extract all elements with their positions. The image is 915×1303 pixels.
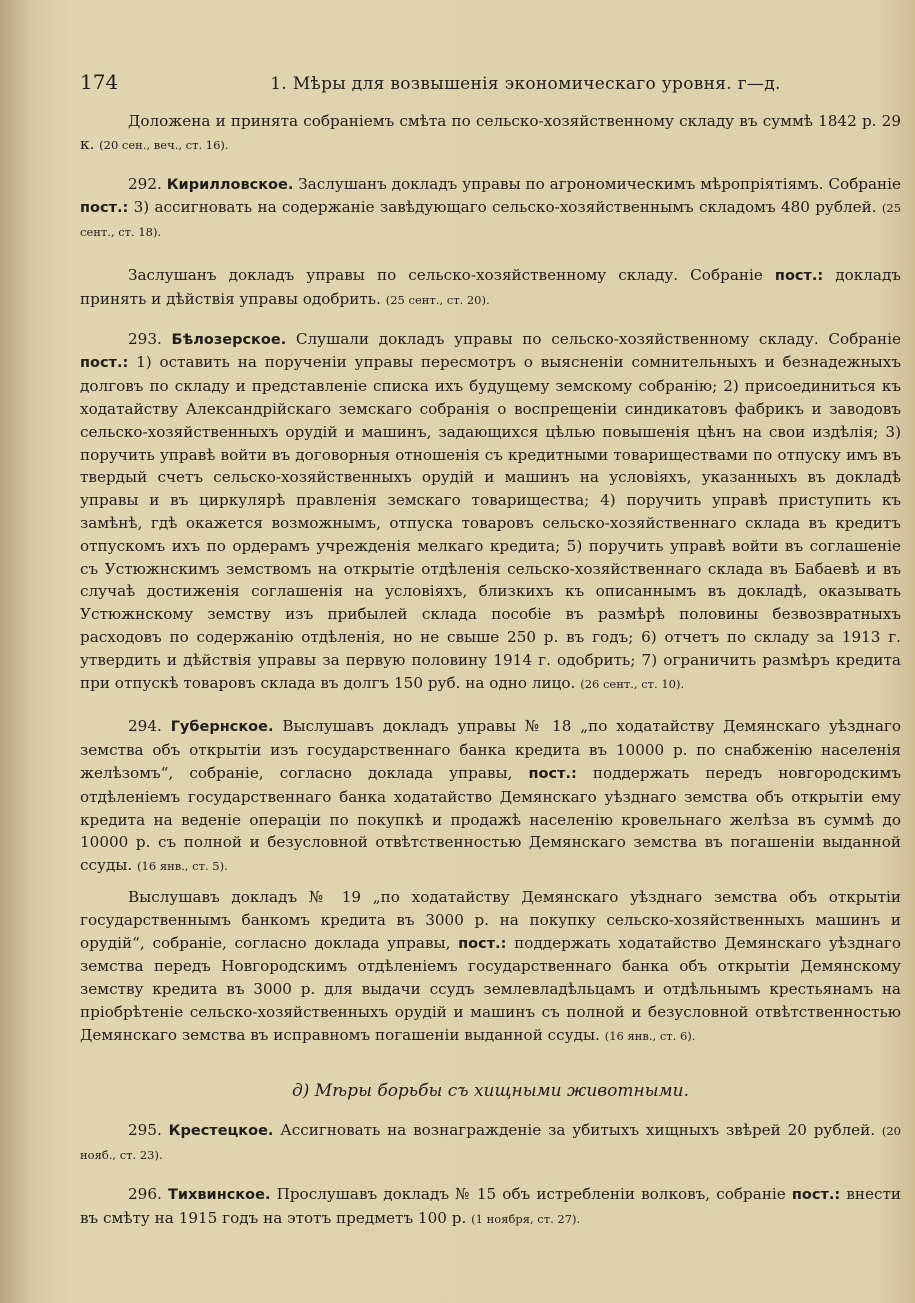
resolution-keyword: пост.: xyxy=(791,1187,841,1204)
paragraph-text: Заслушанъ докладъ управы по сельско-хозяйственному складу. Собраніе xyxy=(128,265,763,284)
entry-292 xyxy=(80,173,901,244)
entry-place: Тихвинское. xyxy=(167,1187,271,1204)
resolution-keyword: пост.: xyxy=(774,267,824,284)
citation: (26 сент., ст. 10). xyxy=(580,676,685,691)
entry-number: 294. xyxy=(128,717,162,736)
paragraph-text: Ассигновать на вознагражденіе за убитыхъ хищныхъ звѣрей 20 рублей. xyxy=(280,1121,876,1140)
citation: (25 сент., ст. 18). xyxy=(80,201,902,240)
page-number: 174 xyxy=(80,70,119,94)
paragraph-text-continued: поддержать передъ новгородскимъ отдѣленіемъ государственнаго банка ходатайство Демянскаго уѣзднаго земства объ открытіи ему кредита на веденіе операціи по покупкѣ и продажѣ населенію кровельнаго желѣза въ суммѣ до 10000 р. съ полной и безусловной отвѣтственностью Демянскаго земства въ погашеніи выданной ссуды. xyxy=(80,763,902,875)
citation: (16 янв., ст. 5). xyxy=(137,859,228,874)
entry-place: Губернское. xyxy=(170,719,274,736)
paragraph-text-continued: докладъ принять и дѣйствія управы одобрить. xyxy=(80,265,902,308)
paragraph-kirillov-sklad xyxy=(80,264,901,312)
resolution-keyword: пост.: xyxy=(528,765,577,782)
paragraph-text: Доложена и принята собраніемъ смѣта по сельско-хозяйственному складу въ суммѣ 1842 р. 29 к. xyxy=(80,112,901,153)
entry-294 xyxy=(80,715,901,878)
citation: (1 ноября, ст. 27). xyxy=(471,1211,581,1226)
paragraph-text-continued: 3) ассигновать на содержаніе завѣдующаго сельско-хозяйственнымъ складомъ 480 рублей. xyxy=(133,198,877,217)
entry-number: 296. xyxy=(128,1185,162,1204)
paragraph-text: Заслушанъ докладъ управы по агрономическимъ мѣропріятіямъ. Собраніе xyxy=(298,174,901,193)
paragraph-text: Прослушавъ докладъ № 15 объ истребленіи волковъ, собраніе xyxy=(276,1185,786,1204)
entry-number: 295. xyxy=(128,1121,162,1140)
entry-number: 292. xyxy=(128,174,162,193)
citation: (25 сент., ст. 20). xyxy=(385,292,490,307)
citation: (20 нояб., ст. 23). xyxy=(80,1124,901,1163)
resolution-keyword: пост.: xyxy=(80,355,129,372)
entry-number: 293. xyxy=(128,329,162,348)
entry-place: Крестецкое. xyxy=(168,1123,274,1140)
entry-293 xyxy=(80,328,901,696)
citation: (20 сен., веч., ст. 16). xyxy=(99,137,229,152)
resolution-keyword: пост.: xyxy=(80,200,129,217)
entry-place: Кирилловское. xyxy=(166,176,294,193)
paragraph-report-19 xyxy=(80,886,901,1048)
paragraph-text: Выслушавъ докладъ управы № 18 „по ходатайству Демянскаго уѣзднаго земства объ открытіи изъ государственнаго банка кредита въ 10000 р. по снабженію населенія желѣзомъ“, собраніе, согласно доклада управы, xyxy=(80,717,902,782)
paragraph-text-continued: поддержать ходатайство Демянскаго уѣзднаго земства передъ Новгородскимъ отдѣленіемъ государственнаго банка объ открытіи Демянскому земству кредита въ 3000 р. для выдачи ссудъ землевладѣльцамъ и отдѣльнымъ крестьянамъ на пріобрѣтеніе сельско-хозяйственныхъ орудій и машинъ съ полной и безусловной отвѣтственностью Демянскаго земства въ исправномъ погашеніи выданной ссуды. xyxy=(80,933,902,1044)
entry-place: Бѣлозерское. xyxy=(171,331,287,348)
paragraph-smeta xyxy=(80,110,901,157)
paragraph-text: Слушали докладъ управы по сельско-хозяйственному складу. Собраніе xyxy=(295,329,902,348)
paragraph-text-continued: внести въ смѣту на 1915 годъ на этотъ предметъ 100 р. xyxy=(80,1185,902,1227)
entry-295 xyxy=(80,1119,901,1167)
entry-296 xyxy=(80,1183,901,1231)
paragraph-text-continued: 1) оставить на порученіи управы пересмотръ о выясненіи сомнительныхъ и безнадежныхъ долговъ по складу и представленіе списка ихъ будущему земскому собранію; 2) присоединиться къ ходатайству Александрійскаго земскаго собранія о воспрещеніи синдикатовъ фабрикъ и заводовъ сельско-хозяйственныхъ орудій и машинъ, задающихся цѣлью повышенія цѣнъ на свои издѣлія; 3) поручить управѣ войти въ договорныя отношенія съ кредитными товариществами по отпуску имъ въ твердый счетъ сельско-хозяйственныхъ орудій и машинъ на условіяхъ, указанныхъ въ докладѣ управы и въ циркулярѣ правленія земскаго товарищества; 4) поручить управѣ приступить къ замѣнѣ, гдѣ окажется возможнымъ, отпуска товаровъ сельско-хозяйственнаго склада въ кредитъ отпускомъ ихъ по ордерамъ учрежденія мелкаго кредита; 5) поручить управѣ войти въ соглашеніе съ Устюжнскимъ земствомъ на открытіе отдѣленія сельско-хозяйственнаго склада въ Бабаевѣ и въ случаѣ достиженія соглашенія на условіяхъ, близкихъ къ описаннымъ въ докладѣ, оказывать Устюжнскому земству изъ прибылей склада пособіе въ размѣрѣ половины безвозвратныхъ расходовъ по содержанію отдѣленія, но не свыше 250 р. въ годъ; 6) отчетъ по складу за 1913 г. утвердить и дѣйствія управы за первую половину 1914 г. одобрить; 7) ограничить размѣръ кредита при отпускѣ товаровъ склада въ долгъ 150 руб. на одно лицо. xyxy=(80,353,901,692)
paragraph-text: Выслушавъ докладъ № 19 „по ходатайству Демянскаго уѣзднаго земства объ открытіи государственнымъ банкомъ кредита въ 3000 р. на покупку сельско-хозяйственныхъ машинъ и орудій“, собраніе, согласно доклада управы, xyxy=(80,887,901,952)
running-title: 1. Мѣры для возвышенія экономическаго уровня. г—д. xyxy=(270,74,781,94)
resolution-keyword: пост.: xyxy=(458,935,507,952)
page-header xyxy=(80,70,901,110)
citation: (16 янв., ст. 6). xyxy=(604,1028,696,1043)
section-heading: д) Мѣры борьбы съ хищными животными. xyxy=(291,1081,690,1102)
